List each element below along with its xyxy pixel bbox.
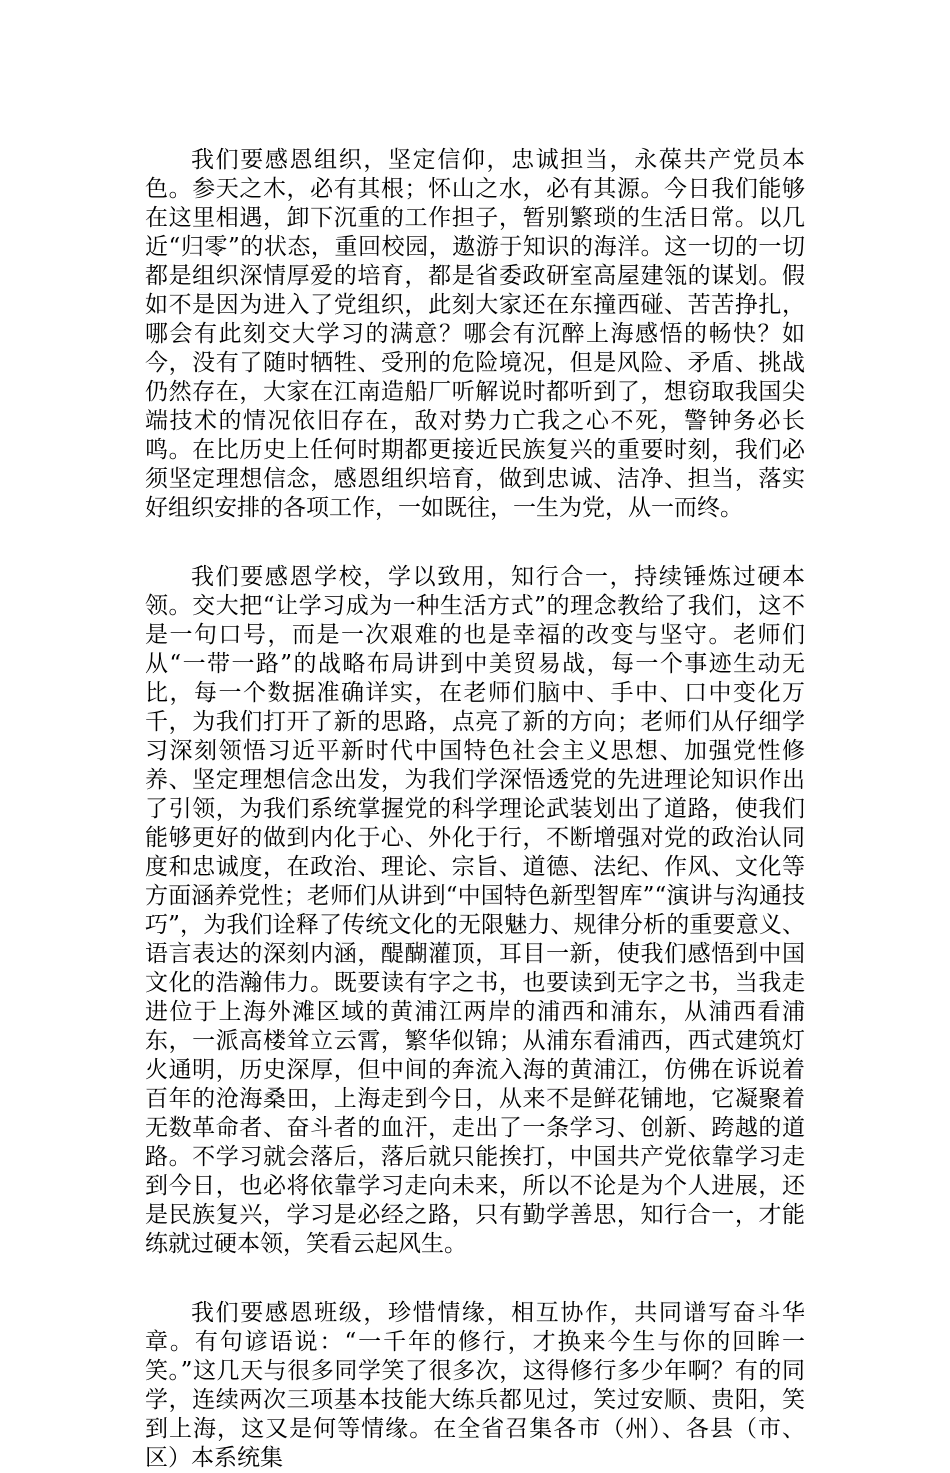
paragraph-gratitude-school: 我们要感恩学校，学以致用，知行合一，持续锤炼过硬本领。交大把“让学习成为一种生活方式”的理念教给了我们，这不是一句口号，而是一次艰难的也是幸福的改变与坚守。老师们从“一带一路”的战略布局讲到中美贸易战，每一个事迹生动无比，每一个数据准确详实，在老师们脑中、手中、口中变化万千，为我们打开了新的思路，点亮了新的方向；老师们从仔细学习深刻领悟习近平新时代中国特色社会主义思想、加强党性修养、坚定理想信念出发，为我们学深悟透党的先进理论知识作出了引领，为我们系统掌握党的科学理论武装划出了道路，使我们能够更好的做到内化于心、外化于行，不断增强对党的政治认同度和忠诚度，在政治、理论、宗旨、道德、法纪、作风、文化等方面涵养党性；老师们从讲到“中国特色新型智库”“演讲与沟通技巧”，为我们诠释了传统文化的无限魅力、规律分析的重要意义、语言表达的深刻内涵，醍醐灌顶，耳目一新，使我们感悟到中国文化的浩瀚伟力。既要读有字之书，也要读到无字之书，当我走进位于上海外滩区域的黄浦江两岸的浦西和浦东，从浦西看浦东，一派高楼耸立云霄，繁华似锦；从浦东看浦西，西式建筑灯火通明，历史深厚，但中间的奔流入海的黄浦江，仿佛在诉说着百年的沧海桑田，上海走到今日，从来不是鲜花铺地，它凝聚着无数革命者、奋斗者的血汗，走出了一条学习、创新、跨越的道路。不学习就会落后，落后就只能挨打，中国共产党依靠学习走到今日，也必将依靠学习走向未来，所以不论是为个人进展，还是民族复兴，学习是必经之路，只有勤学善思，知行合一，才能练就过硬本领，笑看云起风生。 <box>145 564 805 1257</box>
document-body <box>145 146 805 1473</box>
paragraph-gratitude-organization: 我们要感恩组织，坚定信仰，忠诚担当，永葆共产党员本色。参天之木，必有其根；怀山之水，必有其源。今日我们能够在这里相遇，卸下沉重的工作担子，暂别繁琐的生活日常。以几近“归零”的状态，重回校园，遨游于知识的海洋。这一切的一切都是组织深情厚爱的培育，都是省委政研室高屋建瓴的谋划。假如不是因为进入了党组织，此刻大家还在东撞西碰、苦苦挣扎，哪会有此刻交大学习的满意？哪会有沉醉上海感悟的畅快？如今，没有了随时牺牲、受刑的危险境况，但是风险、矛盾、挑战仍然存在，大家在江南造船厂听解说时都听到了，想窃取我国尖端技术的情况依旧存在，敌对势力亡我之心不死，警钟务必长鸣。在比历史上任何时期都更接近民族复兴的重要时刻，我们必须坚定理想信念，感恩组织培育，做到忠诚、洁净、担当，落实好组织安排的各项工作，一如既往，一生为党，从一而终。 <box>145 147 805 521</box>
paragraph-gratitude-class: 我们要感恩班级，珍惜情缘，相互协作，共同谱写奋斗华章。有句谚语说：“一千年的修行，才换来今生与你的回眸一笑。”这几天与很多同学笑了很多次，这得修行多少年啊？有的同学，连续两次三项基本技能大练兵都见过，笑过安顺、贵阳，笑到上海，这又是何等情缘。在全省召集各市（州）、各县（市、区）本系统集 <box>145 1300 805 1471</box>
